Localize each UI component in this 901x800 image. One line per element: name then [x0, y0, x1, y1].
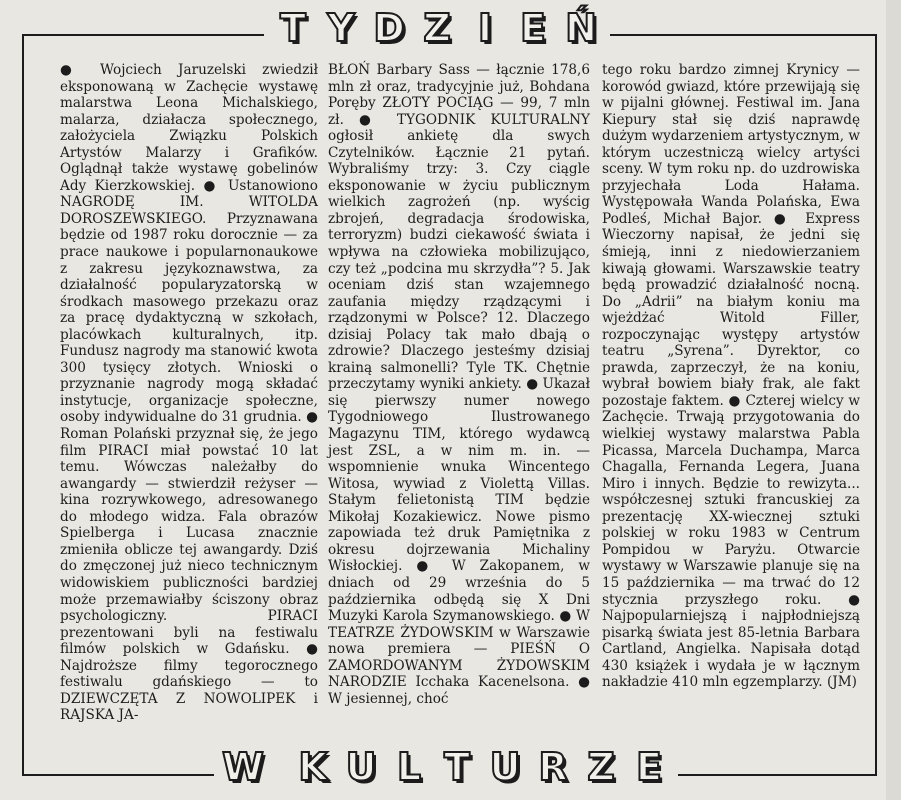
headline-letter: Z	[587, 745, 615, 789]
headline-letter: D	[373, 6, 405, 50]
headline-letter: U	[345, 745, 377, 789]
headline-letter: Y	[327, 6, 355, 50]
column-text: tego roku bardzo zimnej Krynicy — korowód gwiazd, które przewijają się w pijalni głównej. Festiwal im. Jana Kiepury stał się dziś naprawdę dużym wydarzeniem artystycznym, w którym uczestniczą wielcy artyści sceny. W tym roku np. do uzdrowiska przyjechała Loda Hałama. Występowała Wanda Polańska, Ewa Podleś, Michał Bajor. ● Express Wieczorny napisał, że jedni się śmieją, inni z niedowierzaniem kiwają głowami. Warszawskie teatry będą prowadzić działalność nocną. Do „Adrii” na białym koniu ma wjeżdżać Witold Filler, rozpoczynając występy artystów teatru „Syrena”. Dyrektor, co prawda, zaprzeczył, że na koniu, wybrał bowiem biały frak, ale fakt pozostaje faktem. ● Czterej wielcy w Zachęcie. Trwają przygotowania do wielkiej wystawy malarstwa Pabla Picassa, Marcela Duchampa, Marca Chagalla, Fernanda Legera, Juana Miro i innych. Będzie to rewizyta... współczesnej sztuki francuskiej za prezentację XX-wiecznej sztuki polskiej w roku 1983 w Centrum Pompidou w Paryżu. Otwarcie wystawy w Warszawie planuje się na 15 października — ma trwać do 12 stycznia przyszłego roku. ● Najpopularniejszą i najpłodniejszą pisarką świata jest 85-letnia Barbara Cartland, Angielka. Napisała dotąd 430 książek i wydała je w łącznym nakładzie 410 mln egzemplarzy. (JM)	[602, 62, 860, 691]
article-column-1	[60, 62, 318, 724]
headline-letter: I	[477, 6, 493, 50]
headline-letter: E	[636, 745, 662, 789]
headline-bottom	[214, 744, 678, 790]
headline-letter: Ń	[565, 6, 597, 50]
headline-letter: Z	[423, 6, 451, 50]
column-text: BŁOŃ Barbary Sass — łącznie 178,6 mln zł oraz, tradycyjnie już, Bohdana Poręby ZŁOTY POCIĄG — 99, 7 mln zł. ● TYGODNIK KULTURALNY ogłosił ankietę dla swych Czytelników. Łącznie 21 pytań. Wybraliśmy trzy: 3. Czy ciągle eksponowanie w życiu publicznym wielkich zagrożeń (np. wyścig zbrojeń, degradacja środowiska, terroryzm) budzi ciekawość świata i wpływa na człowieka mobilizująco, czy też „podcina mu skrzydła”? 5. Jak oceniam dziś stan wzajemnego zaufania między rządzącymi i rządzonymi w Polsce? 12. Dlaczego dzisiaj Polacy tak mało dbają o zdrowie? Dlaczego jesteśmy dzisiaj krainą salmonelli? Tyle TK. Chętnie przeczytamy wyniki ankiety. ● Ukazał się pierwszy numer nowego Tygodniowego Ilustrowanego Magazynu TIM, którego wydawcą jest ZSL, a w nim m. in. — wspomnienie wnuka Wincentego Witosa, wywiad z Violettą Villas. Stałym felietonistą TIM będzie Mikołaj Kozakiewicz. Nowe pismo zapowiada też druk Pamiętnika z okresu dojrzewania Michaliny Wisłockiej. ● W Zakopanem, w dniach od 29 września do 5 października odbędą się X Dni Muzyki Karola Szymanowskiego. ● W TEATRZE ŻYDOWSKIM w Warszawie nowa premiera — PIEŚŃ O ZAMORDOWANYM ŻYDOWSKIM NARODZIE Icchaka Kacenelsona. ● W jesiennej, choć	[328, 62, 590, 707]
headline-top	[264, 6, 610, 50]
page-edge	[886, 0, 901, 800]
headline-letter: R	[538, 745, 568, 789]
headline-letter: T	[444, 745, 470, 789]
headline-letter: E	[520, 6, 546, 50]
headline-letter: W	[222, 745, 264, 789]
article-column-3	[602, 62, 860, 691]
headline-letter: U	[489, 745, 521, 789]
article-column-2	[328, 62, 590, 707]
column-text: ● Wojciech Jaruzelski zwiedził eksponowaną w Zachęcie wystawę malarstwa Leona Michalskiego, malarza, działacza społecznego, założyciela Związku Polskich Artystów Malarzy i Grafików. Oglądnął także wystawę gobelinów Ady Kierzkowskiej. ● Ustanowiono NAGRODĘ IM. WITOLDA DOROSZEWSKIEGO. Przyznawana będzie od 1987 roku dorocznie — za prace naukowe i popularnonaukowe z zakresu językoznawstwa, za działalność popularyzatorską w środkach masowego przekazu oraz za pracę dydaktyczną w szkołach, placówkach kulturalnych, itp. Fundusz nagrody ma stanowić kwota 300 tysięcy złotych. Wnioski o przyznanie nagrody mogą składać instytucje, organizacje społeczne, osoby indywidualne do 31 grudnia. ● Roman Polański przyznał się, że jego film PIRACI miał powstać 10 lat temu. Wówczas należałby do awangardy — stwierdził reżyser — kina rozrywkowego, adresowanego do młodego widza. Fala obrazów Spielberga i Lucasa znacznie zmieniła oblicze tej awangardy. Dziś do zmęczonej już nieco technicznym widowiskiem publiczności bardziej może przemawiałby ściszony obraz psychologiczny. PIRACI prezentowani byli na festiwalu filmów polskich w Gdańsku. ● Najdroższe filmy tegorocznego festiwalu gdańskiego — to DZIEWCZĘTA Z NOWOLIPEK i RAJSKA JA-	[60, 62, 318, 724]
headline-letter: K	[298, 745, 328, 789]
headline-letter: L	[396, 745, 422, 789]
headline-letter: T	[280, 6, 306, 50]
